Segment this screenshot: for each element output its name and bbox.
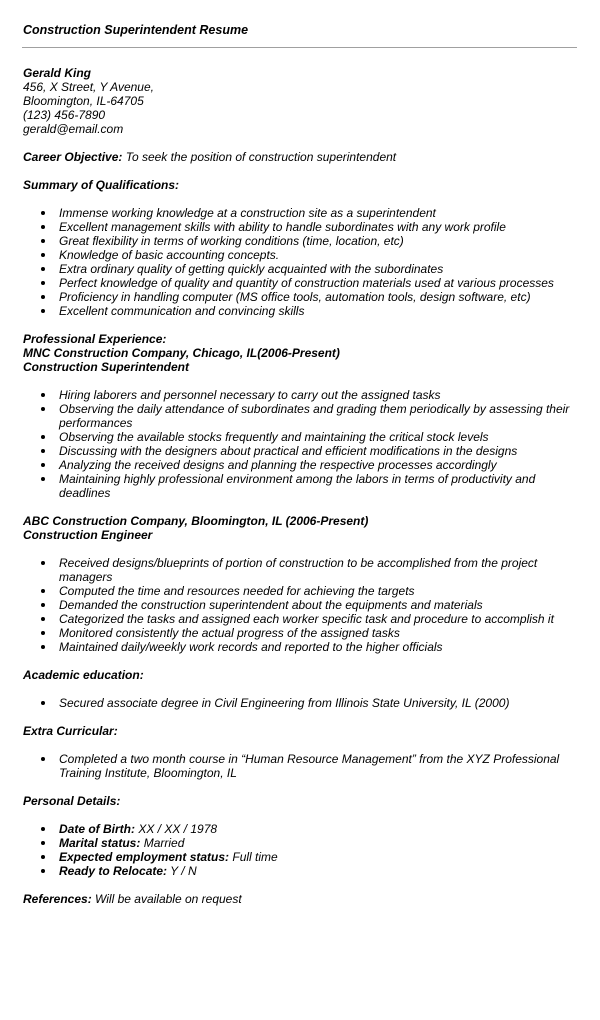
detail-value: Married	[140, 836, 185, 850]
resume-content	[23, 66, 583, 906]
list-item-text: Categorized the tasks and assigned each worker specific task and procedure to accomplish it	[59, 612, 554, 626]
personal-details-heading: Personal Details:	[23, 794, 121, 808]
job-mnc	[23, 346, 583, 500]
list-item	[59, 822, 583, 836]
bullet-icon	[41, 253, 45, 257]
education-section	[23, 668, 583, 710]
list-item	[59, 206, 583, 220]
list-item-text: Demanded the construction superintendent about the equipments and materials	[59, 598, 483, 612]
address-line-1: 456, X Street, Y Avenue,	[23, 80, 154, 94]
list-item	[59, 696, 583, 710]
list-item-text: Maintaining highly professional environment among the labors in terms of productivity and deadlines	[59, 472, 536, 500]
detail-label: Date of Birth:	[59, 822, 135, 836]
bullet-icon	[41, 267, 45, 271]
list-item-text: Perfect knowledge of quality and quantity of construction materials used at various processes	[59, 276, 554, 290]
list-item	[59, 220, 583, 234]
list-item-text: Proficiency in handling computer (MS office tools, automation tools, design software, etc)	[59, 290, 531, 304]
bullet-icon	[41, 631, 45, 635]
bullet-icon	[41, 281, 45, 285]
bullet-icon	[41, 477, 45, 481]
bullet-icon	[41, 295, 45, 299]
contact-block	[23, 66, 583, 136]
phone-number: (123) 456-7890	[23, 108, 106, 122]
job-role: Construction Superintendent	[23, 360, 189, 374]
bullet-icon	[41, 855, 45, 859]
bullet-icon	[41, 225, 45, 229]
references-text: Will be available on request	[91, 892, 242, 906]
list-item-text: Observing the daily attendance of subordinates and grading them periodically by assessing their performances	[59, 402, 570, 430]
list-item	[59, 234, 583, 248]
detail-label: Marital status:	[59, 836, 141, 850]
references-label: References:	[23, 892, 92, 906]
list-item	[59, 444, 583, 458]
career-objective-label: Career Objective:	[23, 150, 123, 164]
list-item	[59, 612, 583, 626]
list-item	[59, 290, 583, 304]
personal-details-list	[23, 822, 583, 878]
address-line-2: Bloomington, IL-64705	[23, 94, 144, 108]
email-address: gerald@email.com	[23, 122, 124, 136]
job-duties-list	[23, 388, 583, 500]
detail-value: Full time	[229, 850, 278, 864]
bullet-icon	[41, 407, 45, 411]
bullet-icon	[41, 589, 45, 593]
bullet-icon	[41, 617, 45, 621]
bullet-icon	[41, 449, 45, 453]
title-divider	[22, 47, 577, 48]
list-item-text: Knowledge of basic accounting concepts.	[59, 248, 280, 262]
list-item-text: Completed a two month course in “Human Resource Management” from the XYZ Professional Training Institute, Bloomington, IL	[59, 752, 560, 780]
list-item	[59, 388, 583, 402]
document-title: Construction Superintendent Resume	[23, 23, 249, 37]
list-item-text: Analyzing the received designs and planning the respective processes accordingly	[59, 458, 497, 472]
experience-section	[23, 332, 583, 654]
bullet-icon	[41, 645, 45, 649]
list-item	[59, 402, 583, 430]
bullet-icon	[41, 869, 45, 873]
extra-curricular-list	[23, 752, 583, 780]
bullet-icon	[41, 393, 45, 397]
list-item	[59, 864, 583, 878]
bullet-icon	[41, 701, 45, 705]
extra-curricular-section	[23, 724, 583, 780]
bullet-icon	[41, 435, 45, 439]
bullet-icon	[41, 211, 45, 215]
list-item-text: Extra ordinary quality of getting quickly acquainted with the subordinates	[59, 262, 444, 276]
list-item	[59, 836, 583, 850]
list-item-text: Discussing with the designers about practical and efficient modifications in the designs	[59, 444, 518, 458]
list-item	[59, 584, 583, 598]
bullet-icon	[41, 757, 45, 761]
summary-section	[23, 178, 583, 318]
bullet-icon	[41, 827, 45, 831]
personal-details-section	[23, 794, 583, 878]
experience-heading: Professional Experience:	[23, 332, 167, 346]
list-item	[59, 472, 583, 500]
list-item-text: Computed the time and resources needed for achieving the targets	[59, 584, 415, 598]
career-objective-text: To seek the position of construction superintendent	[122, 150, 397, 164]
job-company: ABC Construction Company, Bloomington, IL (2006-Present)	[23, 514, 369, 528]
list-item	[59, 752, 583, 780]
education-list	[23, 696, 583, 710]
list-item	[59, 458, 583, 472]
bullet-icon	[41, 603, 45, 607]
list-item-text: Hiring laborers and personnel necessary to carry out the assigned tasks	[59, 388, 441, 402]
list-item	[59, 304, 583, 318]
bullet-icon	[41, 239, 45, 243]
bullet-icon	[41, 309, 45, 313]
list-item-text: Maintained daily/weekly work records and reported to the higher officials	[59, 640, 443, 654]
education-heading: Academic education:	[23, 668, 144, 682]
list-item	[59, 556, 583, 584]
list-item-text: Excellent management skills with ability to handle subordinates with any work profile	[59, 220, 506, 234]
job-abc	[23, 514, 583, 654]
job-company: MNC Construction Company, Chicago, IL(2006-Present)	[23, 346, 340, 360]
list-item-text: Observing the available stocks frequently and maintaining the critical stock levels	[59, 430, 489, 444]
summary-list	[23, 206, 583, 318]
list-item	[59, 262, 583, 276]
references	[23, 892, 583, 906]
list-item-text: Excellent communication and convincing skills	[59, 304, 305, 318]
career-objective	[23, 150, 583, 164]
list-item	[59, 598, 583, 612]
job-role: Construction Engineer	[23, 528, 153, 542]
detail-label: Expected employment status:	[59, 850, 230, 864]
extra-curricular-heading: Extra Curricular:	[23, 724, 118, 738]
detail-label: Ready to Relocate:	[59, 864, 168, 878]
job-duties-list	[23, 556, 583, 654]
list-item	[59, 276, 583, 290]
summary-heading: Summary of Qualifications:	[23, 178, 180, 192]
bullet-icon	[41, 841, 45, 845]
list-item-text: Immense working knowledge at a construction site as a superintendent	[59, 206, 436, 220]
list-item	[59, 640, 583, 654]
list-item	[59, 626, 583, 640]
list-item-text: Secured associate degree in Civil Engineering from Illinois State University, IL (2000)	[59, 696, 510, 710]
candidate-name: Gerald King	[23, 66, 92, 80]
list-item	[59, 248, 583, 262]
detail-value: XX / XX / 1978	[135, 822, 218, 836]
list-item-text: Received designs/blueprints of portion of construction to be accomplished from the project managers	[59, 556, 538, 584]
detail-value: Y / N	[167, 864, 197, 878]
list-item	[59, 430, 583, 444]
bullet-icon	[41, 463, 45, 467]
list-item	[59, 850, 583, 864]
list-item-text: Great flexibility in terms of working conditions (time, location, etc)	[59, 234, 404, 248]
list-item-text: Monitored consistently the actual progress of the assigned tasks	[59, 626, 400, 640]
bullet-icon	[41, 561, 45, 565]
